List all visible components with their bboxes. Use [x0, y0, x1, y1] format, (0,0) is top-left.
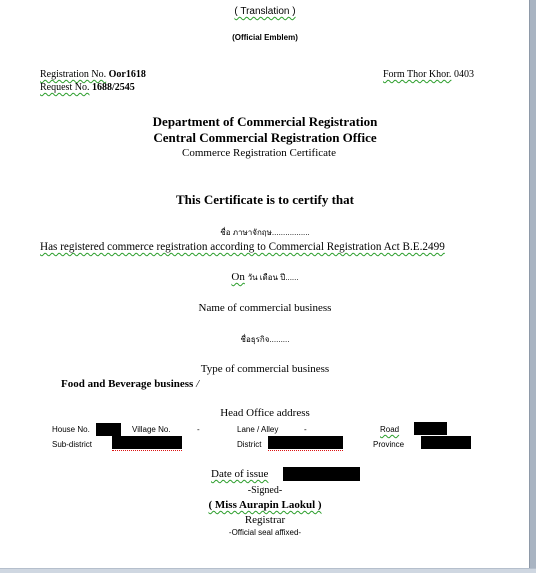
thai-business-line: ชื่อธุรกิจ......... — [240, 335, 290, 344]
window-scrollbar-edge[interactable] — [529, 0, 536, 573]
redacted-district-underline — [268, 450, 343, 451]
department-title: Department of Commercial Registration — [152, 114, 378, 129]
redacted-house-no — [96, 423, 121, 436]
village-no-label: Village No. — [132, 425, 171, 434]
official-emblem-label: (Official Emblem) — [232, 33, 298, 42]
redacted-subdistrict-underline — [112, 450, 182, 451]
certificate-subtitle: Commerce Registration Certificate — [182, 147, 336, 159]
registrar-title: Registrar — [244, 514, 286, 526]
lane-label: Lane / Alley — [237, 425, 279, 434]
form-number: Form Thor Khor. 0403 — [383, 69, 474, 80]
redacted-subdistrict — [112, 436, 182, 449]
seal-note: -Official seal affixed- — [228, 528, 302, 537]
on-date-line: On วัน เดือน ปี...... — [231, 271, 299, 283]
province-label: Province — [373, 440, 405, 449]
subdistrict-label: Sub-district — [52, 440, 93, 449]
business-type-value: Food and Beverage business / — [61, 378, 200, 390]
registered-statement: Has registered commerce registration according to Commercial Registration Act B.E.2499 — [40, 241, 445, 253]
house-no-label: House No. — [52, 425, 90, 434]
thai-name-line: ชื่อ ภาษาจักฤษ................. — [220, 228, 310, 237]
translation-heading: ( Translation ) — [234, 6, 296, 17]
district-label: District — [237, 440, 262, 449]
certify-heading: This Certificate is to certify that — [176, 192, 354, 207]
lane-dash: - — [304, 425, 307, 434]
redacted-district — [268, 436, 343, 449]
head-office-heading: Head Office address — [220, 407, 310, 419]
registrar-name: ( Miss Aurapin Laokul ) — [208, 499, 322, 511]
name-business-label: Name of commercial business — [198, 302, 332, 314]
road-label: Road — [380, 425, 400, 434]
request-number: Request No. 1688/2545 — [40, 82, 135, 93]
village-dash: - — [197, 425, 200, 434]
redacted-province — [421, 436, 471, 449]
office-title: Central Commercial Registration Office — [153, 130, 377, 145]
redacted-road — [414, 422, 447, 435]
date-issue-label: Date of issue — [211, 468, 269, 480]
type-business-label: Type of commercial business — [200, 363, 330, 375]
redacted-date — [283, 467, 360, 481]
registration-number: Registration No. Oor1618 — [40, 69, 146, 80]
signed-line: -Signed- — [247, 485, 283, 496]
window-bottom-edge — [0, 568, 536, 573]
